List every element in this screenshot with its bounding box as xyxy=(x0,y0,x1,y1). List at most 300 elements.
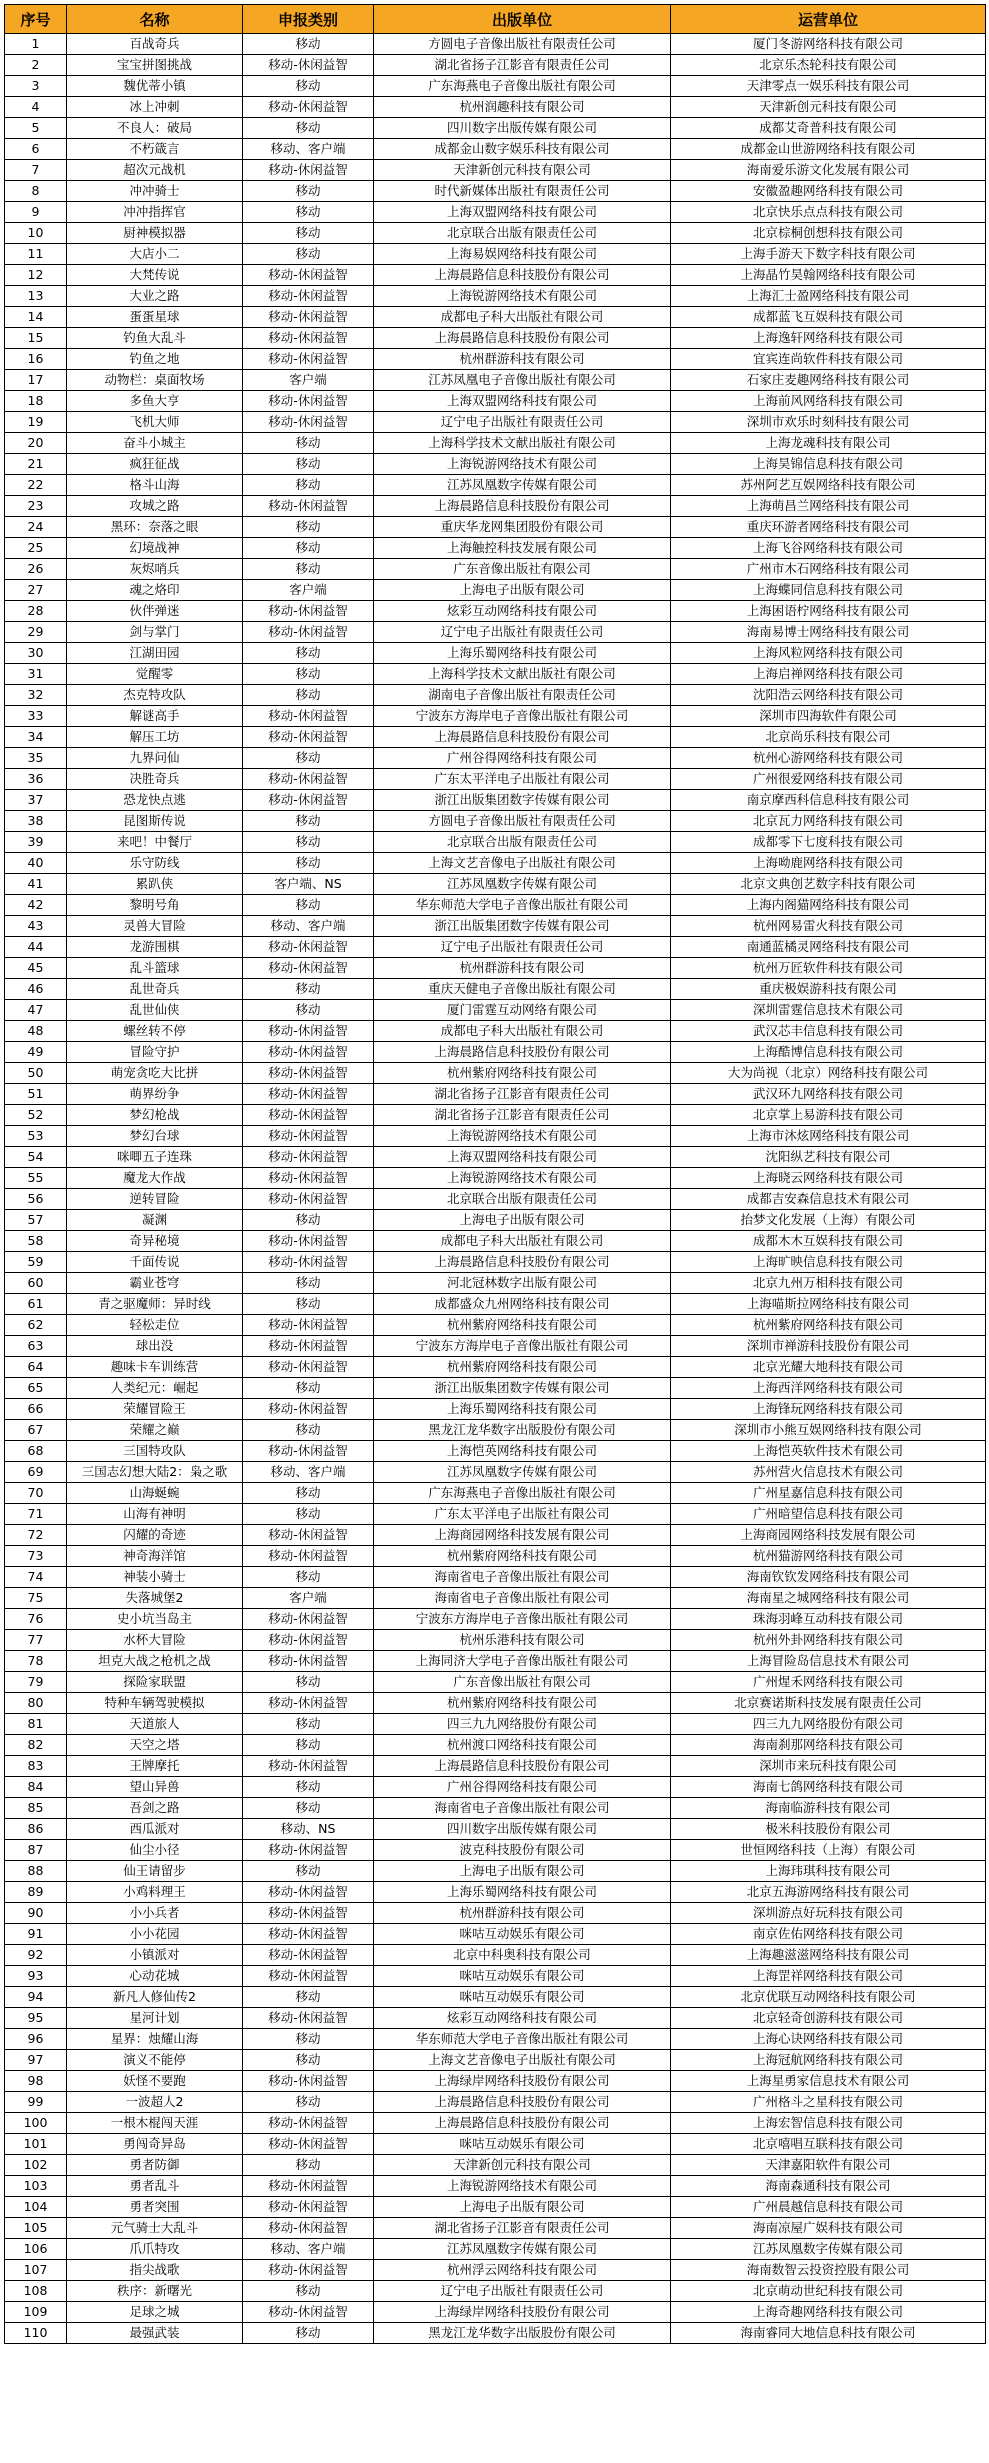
cell-name: 小小花园 xyxy=(67,1924,243,1945)
cell-name: 探险家联盟 xyxy=(67,1672,243,1693)
cell-category: 移动 xyxy=(243,517,374,538)
cell-name: 勇者乱斗 xyxy=(67,2176,243,2197)
cell-publisher: 厦门雷霆互动网络有限公司 xyxy=(374,1000,671,1021)
cell-name: 人类纪元：崛起 xyxy=(67,1378,243,1399)
cell-category: 移动-休闲益智 xyxy=(243,391,374,412)
table-row xyxy=(5,391,986,412)
cell-name: 觉醒零 xyxy=(67,664,243,685)
cell-operator: 四三九九网络股份有限公司 xyxy=(671,1714,986,1735)
table-row xyxy=(5,1903,986,1924)
cell-index: 56 xyxy=(5,1189,67,1210)
cell-publisher: 上海绿岸网络科技股份有限公司 xyxy=(374,2071,671,2092)
cell-category: 移动-休闲益智 xyxy=(243,1651,374,1672)
cell-category: 移动、客户端 xyxy=(243,916,374,937)
cell-index: 44 xyxy=(5,937,67,958)
cell-operator: 江苏凤凰数字传媒有限公司 xyxy=(671,2239,986,2260)
cell-category: 移动-休闲益智 xyxy=(243,1231,374,1252)
cell-index: 51 xyxy=(5,1084,67,1105)
cell-index: 71 xyxy=(5,1504,67,1525)
cell-operator: 天津零点一娱乐科技有限公司 xyxy=(671,76,986,97)
cell-name: 奇异秘境 xyxy=(67,1231,243,1252)
table-row xyxy=(5,1819,986,1840)
cell-name: 仙王请留步 xyxy=(67,1861,243,1882)
cell-name: 勇者突围 xyxy=(67,2197,243,2218)
table-row xyxy=(5,2239,986,2260)
cell-operator: 上海宏智信息科技有限公司 xyxy=(671,2113,986,2134)
cell-name: 神装小骑士 xyxy=(67,1567,243,1588)
cell-category: 移动-休闲益智 xyxy=(243,706,374,727)
cell-name: 乐守防线 xyxy=(67,853,243,874)
cell-operator: 宜宾连尚软件科技有限公司 xyxy=(671,349,986,370)
cell-operator: 深圳雷霆信息技术有限公司 xyxy=(671,1000,986,1021)
cell-name: 梦幻台球 xyxy=(67,1126,243,1147)
cell-category: 移动 xyxy=(243,1420,374,1441)
cell-category: 移动-休闲益智 xyxy=(243,1063,374,1084)
table-row xyxy=(5,895,986,916)
cell-operator: 上海旷映信息科技有限公司 xyxy=(671,1252,986,1273)
table-row xyxy=(5,538,986,559)
cell-operator: 苏州阿艺互娱网络科技有限公司 xyxy=(671,475,986,496)
cell-name: 特种车辆驾驶模拟 xyxy=(67,1693,243,1714)
cell-category: 移动-休闲益智 xyxy=(243,286,374,307)
cell-publisher: 上海双盟网络科技有限公司 xyxy=(374,202,671,223)
cell-publisher: 广州谷得网络科技有限公司 xyxy=(374,748,671,769)
table-row xyxy=(5,139,986,160)
table-row xyxy=(5,370,986,391)
cell-publisher: 辽宁电子出版社有限责任公司 xyxy=(374,2281,671,2302)
cell-publisher: 杭州紫府网络科技有限公司 xyxy=(374,1693,671,1714)
cell-index: 101 xyxy=(5,2134,67,2155)
cell-index: 49 xyxy=(5,1042,67,1063)
cell-publisher: 湖南电子音像出版社有限责任公司 xyxy=(374,685,671,706)
cell-name: 黑环：奈落之眼 xyxy=(67,517,243,538)
table-row xyxy=(5,685,986,706)
cell-index: 74 xyxy=(5,1567,67,1588)
cell-category: 移动-休闲益智 xyxy=(243,1252,374,1273)
table-row xyxy=(5,1189,986,1210)
cell-name: 指尖战歌 xyxy=(67,2260,243,2281)
cell-name: 来吧！中餐厅 xyxy=(67,832,243,853)
cell-publisher: 上海科学技术文献出版社有限公司 xyxy=(374,664,671,685)
cell-name: 奋斗小城主 xyxy=(67,433,243,454)
cell-index: 89 xyxy=(5,1882,67,1903)
cell-index: 86 xyxy=(5,1819,67,1840)
table-row xyxy=(5,433,986,454)
cell-category: 移动 xyxy=(243,2050,374,2071)
cell-operator: 杭州心游网络科技有限公司 xyxy=(671,748,986,769)
table-row xyxy=(5,1567,986,1588)
cell-index: 58 xyxy=(5,1231,67,1252)
cell-publisher: 四三九九网络股份有限公司 xyxy=(374,1714,671,1735)
cell-index: 47 xyxy=(5,1000,67,1021)
table-row xyxy=(5,1462,986,1483)
cell-category: 客户端、NS xyxy=(243,874,374,895)
table-row xyxy=(5,1210,986,1231)
cell-name: 不良人：破局 xyxy=(67,118,243,139)
cell-operator: 上海锋玩网络科技有限公司 xyxy=(671,1399,986,1420)
cell-name: 格斗山海 xyxy=(67,475,243,496)
cell-index: 12 xyxy=(5,265,67,286)
cell-operator: 上海昊锦信息科技有限公司 xyxy=(671,454,986,475)
cell-index: 39 xyxy=(5,832,67,853)
cell-name: 逆转冒险 xyxy=(67,1189,243,1210)
cell-name: 冲冲骑士 xyxy=(67,181,243,202)
cell-operator: 大为尚视（北京）网络科技有限公司 xyxy=(671,1063,986,1084)
cell-publisher: 上海晨路信息科技股份有限公司 xyxy=(374,328,671,349)
cell-index: 76 xyxy=(5,1609,67,1630)
cell-publisher: 湖北省扬子江影音有限责任公司 xyxy=(374,55,671,76)
cell-name: 钓鱼之地 xyxy=(67,349,243,370)
cell-category: 移动-休闲益智 xyxy=(243,2113,374,2134)
cell-publisher: 炫彩互动网络科技有限公司 xyxy=(374,2008,671,2029)
cell-category: 移动-休闲益智 xyxy=(243,1546,374,1567)
table-row xyxy=(5,118,986,139)
cell-publisher: 上海锐游网络技术有限公司 xyxy=(374,286,671,307)
cell-index: 73 xyxy=(5,1546,67,1567)
cell-operator: 上海逸轩网络科技有限公司 xyxy=(671,328,986,349)
cell-name: 妖怪不要跑 xyxy=(67,2071,243,2092)
cell-publisher: 咪咕互动娱乐有限公司 xyxy=(374,1987,671,2008)
table-row xyxy=(5,2071,986,2092)
cell-index: 20 xyxy=(5,433,67,454)
cell-category: 移动-休闲益智 xyxy=(243,2218,374,2239)
cell-operator: 北京掌上易游科技有限公司 xyxy=(671,1105,986,1126)
cell-operator: 深圳市小熊互娱网络科技有限公司 xyxy=(671,1420,986,1441)
cell-publisher: 广东海燕电子音像出版社有限公司 xyxy=(374,76,671,97)
cell-category: 移动-休闲益智 xyxy=(243,1609,374,1630)
cell-category: 移动-休闲益智 xyxy=(243,1084,374,1105)
cell-publisher: 北京联合出版有限责任公司 xyxy=(374,223,671,244)
cell-index: 34 xyxy=(5,727,67,748)
cell-name: 萌宠贪吃大比拼 xyxy=(67,1063,243,1084)
cell-operator: 上海星勇家信息技术有限公司 xyxy=(671,2071,986,2092)
cell-category: 移动-休闲益智 xyxy=(243,1441,374,1462)
table-row xyxy=(5,790,986,811)
cell-index: 43 xyxy=(5,916,67,937)
cell-operator: 北京光耀大地科技有限公司 xyxy=(671,1357,986,1378)
cell-operator: 重庆极娱游科技有限公司 xyxy=(671,979,986,1000)
cell-publisher: 黑龙江龙华数字出版股份有限公司 xyxy=(374,1420,671,1441)
publication-table xyxy=(4,4,986,2344)
cell-category: 移动-休闲益智 xyxy=(243,2260,374,2281)
cell-publisher: 杭州紫府网络科技有限公司 xyxy=(374,1546,671,1567)
cell-name: 灵兽大冒险 xyxy=(67,916,243,937)
cell-category: 移动-休闲益智 xyxy=(243,1399,374,1420)
cell-category: 移动 xyxy=(243,181,374,202)
table-row xyxy=(5,2302,986,2323)
cell-category: 移动-休闲益智 xyxy=(243,601,374,622)
table-row xyxy=(5,2155,986,2176)
cell-category: 移动-休闲益智 xyxy=(243,1966,374,1987)
table-row xyxy=(5,496,986,517)
table-row xyxy=(5,622,986,643)
cell-category: 移动-休闲益智 xyxy=(243,1357,374,1378)
cell-publisher: 辽宁电子出版社有限责任公司 xyxy=(374,937,671,958)
cell-category: 移动 xyxy=(243,2092,374,2113)
cell-category: 移动-休闲益智 xyxy=(243,328,374,349)
cell-publisher: 上海锐游网络技术有限公司 xyxy=(374,1126,671,1147)
cell-operator: 沈阳纵艺科技有限公司 xyxy=(671,1147,986,1168)
cell-publisher: 宁波东方海岸电子音像出版社有限公司 xyxy=(374,1336,671,1357)
cell-index: 8 xyxy=(5,181,67,202)
cell-index: 26 xyxy=(5,559,67,580)
cell-publisher: 广东海燕电子音像出版社有限公司 xyxy=(374,1483,671,1504)
cell-publisher: 杭州紫府网络科技有限公司 xyxy=(374,1063,671,1084)
cell-publisher: 上海晨路信息科技股份有限公司 xyxy=(374,1252,671,1273)
table-row xyxy=(5,1840,986,1861)
table-row xyxy=(5,1084,986,1105)
cell-publisher: 杭州浮云网络科技有限公司 xyxy=(374,2260,671,2281)
cell-name: 球出没 xyxy=(67,1336,243,1357)
cell-name: 冒险守护 xyxy=(67,1042,243,1063)
cell-operator: 海南睿同大地信息科技有限公司 xyxy=(671,2323,986,2344)
table-row xyxy=(5,937,986,958)
cell-index: 32 xyxy=(5,685,67,706)
table-body xyxy=(5,34,986,2344)
cell-publisher: 北京中科奥科技有限公司 xyxy=(374,1945,671,1966)
cell-publisher: 咪咕互动娱乐有限公司 xyxy=(374,2134,671,2155)
table-row xyxy=(5,706,986,727)
cell-operator: 广州很爱网络科技有限公司 xyxy=(671,769,986,790)
cell-name: 杰克特攻队 xyxy=(67,685,243,706)
cell-category: 移动-休闲益智 xyxy=(243,1924,374,1945)
cell-operator: 世恒网络科技（上海）有限公司 xyxy=(671,1840,986,1861)
cell-operator: 杭州紫府网络科技有限公司 xyxy=(671,1315,986,1336)
cell-name: 山海有神明 xyxy=(67,1504,243,1525)
cell-operator: 成都金山世游网络科技有限公司 xyxy=(671,139,986,160)
cell-category: 移动 xyxy=(243,454,374,475)
cell-name: 心动花城 xyxy=(67,1966,243,1987)
cell-operator: 成都蓝飞互娱科技有限公司 xyxy=(671,307,986,328)
cell-name: 元气骑士大乱斗 xyxy=(67,2218,243,2239)
cell-name: 冰上冲刺 xyxy=(67,97,243,118)
cell-name: 失落城堡2 xyxy=(67,1588,243,1609)
cell-category: 移动 xyxy=(243,1483,374,1504)
cell-index: 18 xyxy=(5,391,67,412)
cell-category: 移动-休闲益智 xyxy=(243,1840,374,1861)
cell-operator: 北京赛诺斯科技发展有限责任公司 xyxy=(671,1693,986,1714)
table-row xyxy=(5,1315,986,1336)
cell-operator: 海南临游科技有限公司 xyxy=(671,1798,986,1819)
cell-name: 累趴侠 xyxy=(67,874,243,895)
cell-index: 53 xyxy=(5,1126,67,1147)
cell-operator: 成都吉安森信息技术有限公司 xyxy=(671,1189,986,1210)
table-row xyxy=(5,1147,986,1168)
cell-publisher: 江苏凤凰电子音像出版社有限公司 xyxy=(374,370,671,391)
cell-index: 27 xyxy=(5,580,67,601)
table-row xyxy=(5,76,986,97)
cell-index: 21 xyxy=(5,454,67,475)
cell-category: 移动 xyxy=(243,2323,374,2344)
cell-publisher: 四川数字出版传媒有限公司 xyxy=(374,1819,671,1840)
cell-operator: 北京尚乐科技有限公司 xyxy=(671,727,986,748)
table-row xyxy=(5,1000,986,1021)
cell-category: 移动-休闲益智 xyxy=(243,958,374,979)
cell-publisher: 上海双盟网络科技有限公司 xyxy=(374,1147,671,1168)
cell-operator: 苏州营火信息技术有限公司 xyxy=(671,1462,986,1483)
cell-publisher: 上海晨路信息科技股份有限公司 xyxy=(374,496,671,517)
cell-index: 64 xyxy=(5,1357,67,1378)
cell-index: 100 xyxy=(5,2113,67,2134)
cell-name: 演义不能停 xyxy=(67,2050,243,2071)
cell-operator: 海南刹那网络科技有限公司 xyxy=(671,1735,986,1756)
cell-index: 55 xyxy=(5,1168,67,1189)
cell-publisher: 海南省电子音像出版社有限公司 xyxy=(374,1567,671,1588)
cell-publisher: 广东太平洋电子出版社有限公司 xyxy=(374,769,671,790)
cell-operator: 上海冠航网络科技有限公司 xyxy=(671,2050,986,2071)
cell-index: 91 xyxy=(5,1924,67,1945)
cell-name: 小鸡料理王 xyxy=(67,1882,243,1903)
cell-index: 67 xyxy=(5,1420,67,1441)
cell-name: 黎明号角 xyxy=(67,895,243,916)
cell-operator: 武汉芯丰信息科技有限公司 xyxy=(671,1021,986,1042)
cell-category: 移动-休闲益智 xyxy=(243,2071,374,2092)
cell-category: 移动 xyxy=(243,475,374,496)
cell-index: 23 xyxy=(5,496,67,517)
cell-publisher: 辽宁电子出版社有限责任公司 xyxy=(374,622,671,643)
cell-index: 30 xyxy=(5,643,67,664)
cell-publisher: 成都电子科大出版社有限公司 xyxy=(374,1231,671,1252)
cell-name: 千面传说 xyxy=(67,1252,243,1273)
cell-name: 攻城之路 xyxy=(67,496,243,517)
table-row xyxy=(5,1294,986,1315)
cell-index: 63 xyxy=(5,1336,67,1357)
cell-publisher: 上海绿岸网络科技股份有限公司 xyxy=(374,2302,671,2323)
cell-publisher: 咪咕互动娱乐有限公司 xyxy=(374,1924,671,1945)
cell-publisher: 上海电子出版有限公司 xyxy=(374,2197,671,2218)
cell-publisher: 上海晨路信息科技股份有限公司 xyxy=(374,2092,671,2113)
cell-operator: 北京优联互动网络科技有限公司 xyxy=(671,1987,986,2008)
cell-category: 移动-休闲益智 xyxy=(243,1105,374,1126)
cell-operator: 上海呦鹿网络科技有限公司 xyxy=(671,853,986,874)
cell-operator: 杭州网易雷火科技有限公司 xyxy=(671,916,986,937)
cell-publisher: 宁波东方海岸电子音像出版社有限公司 xyxy=(374,706,671,727)
cell-index: 45 xyxy=(5,958,67,979)
table-row xyxy=(5,244,986,265)
cell-name: 动物栏：桌面牧场 xyxy=(67,370,243,391)
cell-operator: 上海晓云网络科技有限公司 xyxy=(671,1168,986,1189)
cell-operator: 海南凉屋广娱科技有限公司 xyxy=(671,2218,986,2239)
cell-index: 84 xyxy=(5,1777,67,1798)
cell-name: 王牌摩托 xyxy=(67,1756,243,1777)
cell-publisher: 上海商园网络科技发展有限公司 xyxy=(374,1525,671,1546)
cell-name: 魏优蒂小镇 xyxy=(67,76,243,97)
cell-publisher: 北京联合出版有限责任公司 xyxy=(374,1189,671,1210)
table-row xyxy=(5,2197,986,2218)
table-row xyxy=(5,2218,986,2239)
table-row xyxy=(5,748,986,769)
cell-name: 百战奇兵 xyxy=(67,34,243,55)
table-row xyxy=(5,349,986,370)
table-row xyxy=(5,1777,986,1798)
cell-index: 52 xyxy=(5,1105,67,1126)
table-row xyxy=(5,580,986,601)
cell-operator: 天津新创元科技有限公司 xyxy=(671,97,986,118)
cell-category: 移动 xyxy=(243,1714,374,1735)
cell-index: 77 xyxy=(5,1630,67,1651)
cell-name: 乱世奇兵 xyxy=(67,979,243,1000)
cell-category: 移动-休闲益智 xyxy=(243,265,374,286)
table-row xyxy=(5,832,986,853)
cell-index: 11 xyxy=(5,244,67,265)
table-row xyxy=(5,2050,986,2071)
cell-name: 西瓜派对 xyxy=(67,1819,243,1840)
cell-index: 85 xyxy=(5,1798,67,1819)
cell-name: 最强武装 xyxy=(67,2323,243,2344)
table-row xyxy=(5,2092,986,2113)
cell-category: 移动 xyxy=(243,202,374,223)
cell-publisher: 杭州渡口网络科技有限公司 xyxy=(374,1735,671,1756)
cell-category: 移动-休闲益智 xyxy=(243,937,374,958)
cell-category: 移动-休闲益智 xyxy=(243,1903,374,1924)
cell-index: 83 xyxy=(5,1756,67,1777)
cell-operator: 上海飞谷网络科技有限公司 xyxy=(671,538,986,559)
cell-publisher: 上海文艺音像电子出版社有限公司 xyxy=(374,2050,671,2071)
cell-index: 29 xyxy=(5,622,67,643)
cell-publisher: 广东音像出版社有限公司 xyxy=(374,1672,671,1693)
cell-name: 灰烬哨兵 xyxy=(67,559,243,580)
cell-name: 闪耀的奇迹 xyxy=(67,1525,243,1546)
cell-operator: 成都零下七度科技有限公司 xyxy=(671,832,986,853)
cell-name: 多鱼大亨 xyxy=(67,391,243,412)
cell-name: 大梵传说 xyxy=(67,265,243,286)
cell-name: 蛋蛋星球 xyxy=(67,307,243,328)
cell-index: 54 xyxy=(5,1147,67,1168)
cell-publisher: 华东师范大学电子音像出版社有限公司 xyxy=(374,895,671,916)
table-row xyxy=(5,1441,986,1462)
cell-name: 天空之塔 xyxy=(67,1735,243,1756)
cell-name: 趣味卡车训练营 xyxy=(67,1357,243,1378)
cell-operator: 成都木木互娱科技有限公司 xyxy=(671,1231,986,1252)
cell-publisher: 杭州紫府网络科技有限公司 xyxy=(374,1357,671,1378)
cell-operator: 上海恺英软件技术有限公司 xyxy=(671,1441,986,1462)
cell-operator: 海南森通科技有限公司 xyxy=(671,2176,986,2197)
cell-publisher: 杭州群游科技有限公司 xyxy=(374,1903,671,1924)
cell-publisher: 上海恺英网络科技有限公司 xyxy=(374,1441,671,1462)
cell-operator: 成都艾奇普科技有限公司 xyxy=(671,118,986,139)
table-row xyxy=(5,181,986,202)
cell-publisher: 湖北省扬子江影音有限责任公司 xyxy=(374,2218,671,2239)
cell-name: 一根木棍闯天涯 xyxy=(67,2113,243,2134)
cell-name: 凝渊 xyxy=(67,1210,243,1231)
cell-operator: 上海心诀网络科技有限公司 xyxy=(671,2029,986,2050)
table-row xyxy=(5,2323,986,2344)
table-row xyxy=(5,454,986,475)
cell-publisher: 广州谷得网络科技有限公司 xyxy=(374,1777,671,1798)
cell-index: 95 xyxy=(5,2008,67,2029)
table-row xyxy=(5,475,986,496)
cell-publisher: 广东太平洋电子出版社有限公司 xyxy=(374,1504,671,1525)
cell-name: 三国志幻想大陆2：枭之歌 xyxy=(67,1462,243,1483)
table-row xyxy=(5,1714,986,1735)
cell-operator: 上海龙魂科技有限公司 xyxy=(671,433,986,454)
cell-name: 神奇海洋馆 xyxy=(67,1546,243,1567)
cell-operator: 广州煋禾网络科技有限公司 xyxy=(671,1672,986,1693)
cell-publisher: 杭州紫府网络科技有限公司 xyxy=(374,1315,671,1336)
cell-publisher: 上海电子出版有限公司 xyxy=(374,1210,671,1231)
cell-category: 移动 xyxy=(243,244,374,265)
cell-category: 移动-休闲益智 xyxy=(243,727,374,748)
table-row xyxy=(5,1168,986,1189)
cell-operator: 上海西洋网络科技有限公司 xyxy=(671,1378,986,1399)
cell-category: 客户端 xyxy=(243,580,374,601)
table-row xyxy=(5,1609,986,1630)
table-row xyxy=(5,1273,986,1294)
cell-publisher: 江苏凤凰数字传媒有限公司 xyxy=(374,475,671,496)
cell-operator: 上海蝶同信息科技有限公司 xyxy=(671,580,986,601)
table-row xyxy=(5,1525,986,1546)
table-row xyxy=(5,1042,986,1063)
